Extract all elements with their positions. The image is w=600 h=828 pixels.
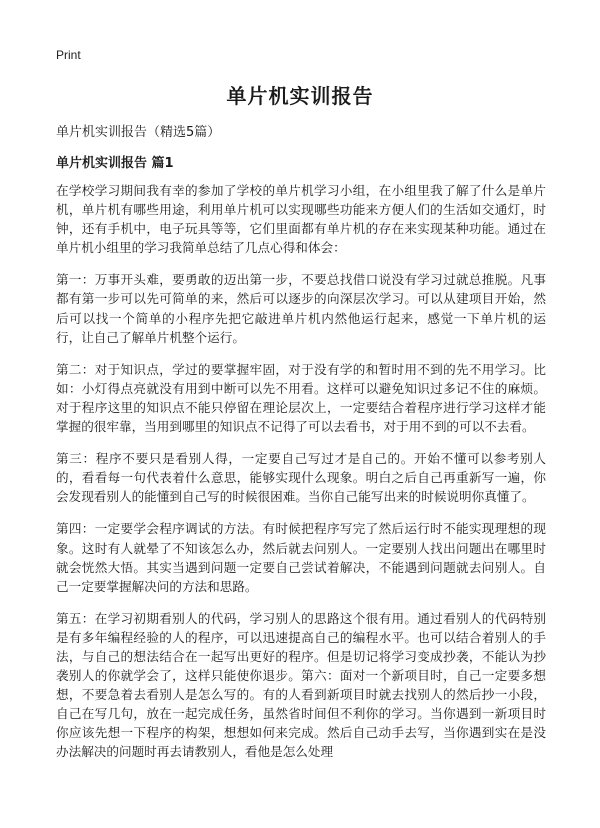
paragraph-point-5-6: 第五：在学习初期看别人的代码，学习别人的思路这个很有用。通过看别人的代码特别是有多年编程经验的人的程序，可以迅速提高自己的编程水平。也可以结合着别人的手法，与自己的想法结合在一起写出更好的程序。但是切记将学习变成抄袭，不能认为抄袭别人的你就学会了，这样只能使你退步。第六：面对一个新项目时，自己一定要多想想，不要急着去看别人是怎么写的。有的人看到新项目时就去找别人的然后抄一小段，自己在写几句，放在一起完成任务，虽然省时间但不利你的学习。当你遇到一新项目时你应该先想一下程序的构架，想想如何来完成。然后自己动手去写，当你遇到实在是没办法解决的问题时再去请教别人，看他是怎么处理 xyxy=(56,610,546,760)
print-link[interactable]: Print xyxy=(56,48,81,62)
paragraph-point-4: 第四：一定要学会程序调试的方法。有时候把程序写完了然后运行时不能实现理想的现象。这时有人就晕了不知该怎么办，然后就去问别人。一定要别人找出问题出在哪里时就会恍然大悟。其实当遇到问题一定要自己尝试着解决，不能遇到问题就去问别人。自己一定要掌握解决问的方法和思路。 xyxy=(56,521,546,594)
paragraph-point-3: 第三：程序不要只是看别人得，一定要自己写过才是自己的。开始不懂可以参考别人的，看看每一句代表着什么意思，能够实现什么现象。明白之后自己再重新写一遍，你会发现看别人的能懂到自己写的时候很困难。当你自己能写出来的时候说明你真懂了。 xyxy=(56,451,546,505)
paragraph-point-2: 第二：对于知识点，学过的要掌握牢固，对于没有学的和暂时用不到的先不用学习。比如：小灯得点亮就没有用到中断可以先不用看。这样可以避免知识过多记不住的麻烦。对于程序这里的知识点不能只停留在理论层次上，一定要结合着程序进行学习这样才能掌握的很牢靠，当用到哪里的知识点不记得了可以去看书，对于用不到的可以不去看。 xyxy=(56,361,546,435)
section-heading: 单片机实训报告 篇1 xyxy=(56,156,174,171)
paragraph-intro: 在学校学习期间我有幸的参加了学校的单片机学习小组，在小组里我了解了什么是单片机，单片机有哪些用途，利用单片机可以实现哪些功能来方便人们的生活如交通灯，时钟，还有手机中，电子玩具等等，它们里面都有单片机的存在来实现某种功能。通过在单片机小组里的学习我简单总结了几点心得和体会： xyxy=(56,183,546,256)
paragraph-point-1: 第一：万事开头难，要勇敢的迈出第一步，不要总找借口说没有学习过就总推脱。凡事都有第一步可以先可简单的来，然后可以逐步的向深层次学习。可以从建项目开始，然后可以找一个简单的小程序先把它敲进单片机内然他运行起来，感觉一下单片机的运行，让自己了解单片机整个运行。 xyxy=(56,272,546,345)
document-subtitle: 单片机实训报告（精选5篇） xyxy=(56,125,221,140)
document-title: 单片机实训报告 xyxy=(226,84,374,108)
article-body xyxy=(56,181,546,775)
